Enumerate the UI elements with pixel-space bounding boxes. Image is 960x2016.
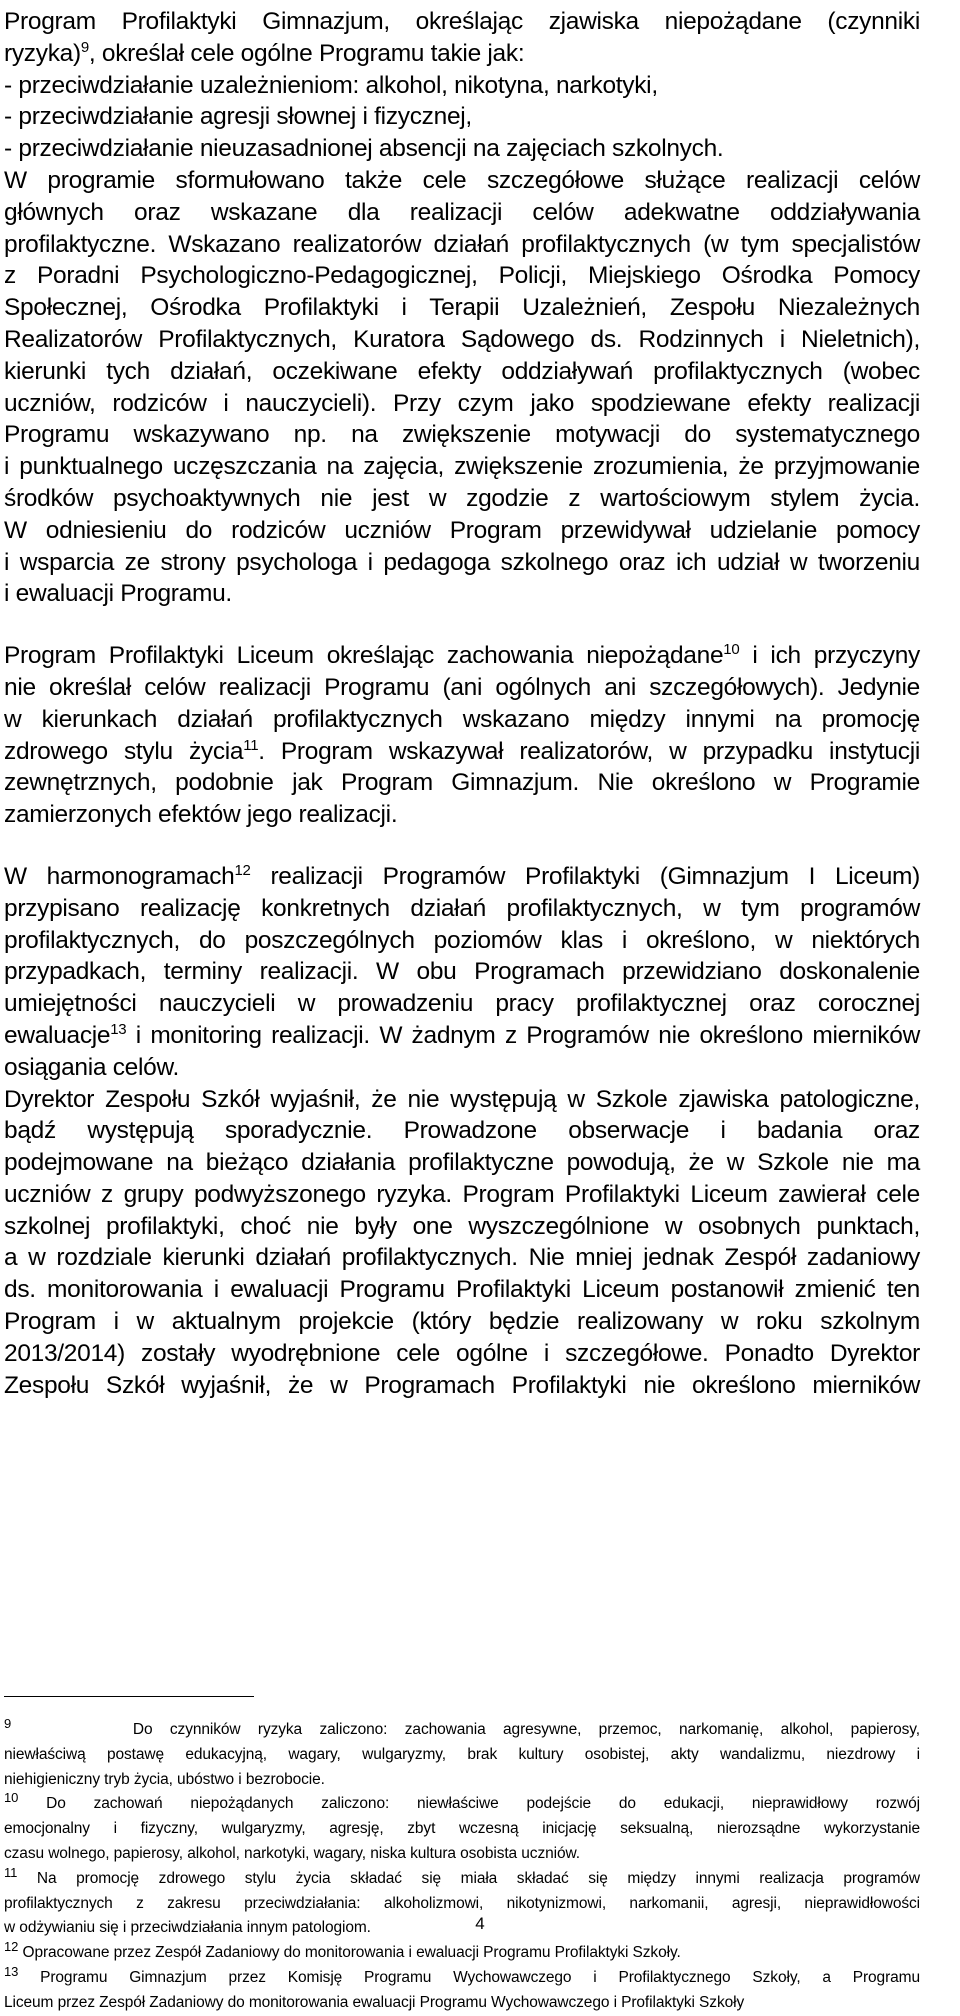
text-line: profilaktycznych, do poszczególnych poziomów klas i określono, w niektórych	[4, 926, 920, 954]
footnote-ref-11[interactable]: 11	[243, 736, 259, 754]
footnote-ref-13[interactable]: 13	[110, 1020, 127, 1038]
text-line: w kierunkach działań profilaktycznych wskazano między innymi na promocję	[4, 705, 920, 733]
text-line: szkolnej profilaktyki, choć nie były one wyszczególnione w osobnych punktach,	[4, 1212, 920, 1240]
footnote-ref-12[interactable]: 12	[234, 861, 251, 879]
footnote-ref-9[interactable]: 9	[80, 38, 89, 56]
text-line: z Poradni Psychologiczno-Pedagogicznej, Policji, Miejskiego Ośrodka Pomocy	[4, 262, 920, 290]
text-line: ds. monitorowania i ewaluacji Programu Profilaktyki Liceum postanowił zmienić ten	[4, 1276, 920, 1304]
footnote-number: 13	[4, 1963, 19, 1979]
list-item: - przeciwdziałanie nieuzasadnionej absencji na zajęciach szkolnych.	[4, 135, 724, 163]
text-line: kierunki tych działań, oczekiwane efekty oddziaływań profilaktycznych (wobec	[4, 357, 920, 385]
text-line: umiejętności nauczycieli w prowadzeniu pracy profilaktycznej oraz corocznej	[4, 990, 920, 1018]
text-line: i wsparcia ze strony psychologa i pedagoga szkolnego oraz ich udział w tworzeniu	[4, 548, 920, 576]
text-line: głównych oraz wskazane dla realizacji celów adekwatne oddziaływania	[4, 198, 920, 226]
text-line: a w rozdziale kierunki działań profilaktycznych. Nie mniej jednak Zespół zadaniowy	[4, 1244, 920, 1272]
text-line: nie określał celów realizacji Programu (ani ogólnych ani szczegółowych). Jedynie	[4, 673, 920, 701]
paragraph-spacer	[4, 831, 920, 861]
text-line: osiągania celów.	[4, 1053, 179, 1081]
paragraph-harmonogram	[4, 861, 920, 1402]
text-line: Program Profilaktyki Liceum określając zachowania niepożądane$^{10}$ i ich przyczyny	[4, 641, 920, 670]
text-line: W programie sformułowano także cele szczegółowe służące realizacji celów	[4, 166, 920, 194]
text-line: Programu wskazywano np. na zwiększenie motywacji do systematycznego	[4, 421, 920, 449]
text-line: zamierzonych efektów jego realizacji.	[4, 801, 398, 829]
footnote-12: $^{12}$ Opracowane przez Zespół Zadaniowy do monitorowania i ewaluacji Programu Profilaktyki Szkoły.	[4, 1939, 681, 1962]
footnote-number: 9	[4, 1716, 12, 1731]
text-line: przypisano realizację konkretnych działań profilaktycznych, w tym programów	[4, 894, 920, 922]
footnote-9: $^9$ Do czynników ryzyka zaliczono: zachowania agresywne, przemoc, narkomanię, alkohol, papierosy, niewłaściwą postawę edukacyjną, wagary, wulgaryzmy, brak kultury osobistej, akty wandalizmu, niezdrowy i niehigieniczny tryb życia, ubóstwo i bezrobocie.	[4, 1716, 920, 1788]
text-line: 2013/2014) zostały wyodrębnione cele ogólne i szczegółowe. Ponadto Dyrektor	[4, 1339, 920, 1367]
text-line: i ewaluacji Programu.	[4, 580, 232, 608]
text-line: ryzyka)$^9$, określał cele ogólne Programu takie jak:	[4, 38, 525, 67]
text-line: Społecznej, Ośrodka Profilaktyki i Terapii Uzależnień, Zespołu Niezależnych	[4, 294, 920, 322]
footnote-number: 10	[4, 1790, 19, 1806]
text-line: zdrowego stylu życia$^{11}$. Program wskazywał realizatorów, w przypadku instytucji	[4, 736, 920, 765]
text-line: Zespołu Szkół wyjaśnił, że w Programach Profilaktyki nie określono mierników	[4, 1371, 920, 1399]
paragraph-liceum-program	[4, 640, 920, 831]
text-line: W harmonogramach$^{12}$ realizacji Programów Profilaktyki (Gimnazjum I Liceum)	[4, 861, 921, 890]
text-line: Realizatorów Profilaktycznych, Kuratora Sądowego ds. Rodzinnych i Nieletnich),	[4, 325, 920, 353]
footnote-ref-10[interactable]: 10	[723, 641, 740, 659]
text-line: uczniów, rodziców i nauczycieli). Przy czym jako spodziewane efekty realizacji	[4, 389, 920, 417]
text-line: Dyrektor Zespołu Szkół wyjaśnił, że nie występują w Szkole zjawiska patologiczne,	[4, 1085, 920, 1113]
text-line: i punktualnego uczęszczania na zajęcia, zwiększenie zrozumienia, że przyjmowanie	[4, 453, 920, 481]
text-line: uczniów z grupy podwyższonego ryzyka. Program Profilaktyki Liceum zawierał cele	[4, 1180, 920, 1208]
text-line: Program Profilaktyki Gimnazjum, określając zjawiska niepożądane (czynniki	[4, 8, 920, 35]
paragraph-gimnazjum-program	[4, 6, 920, 610]
text-line: profilaktyczne. Wskazano realizatorów działań profilaktycznych (w tym specjalistów	[4, 230, 920, 258]
text-line: bądź występują sporadycznie. Prowadzone obserwacje i badania oraz	[4, 1117, 920, 1145]
footnote-number: 11	[4, 1864, 18, 1880]
footnote-10: $^{10}$ Do zachowań niepożądanych zaliczono: niewłaściwe podejście do edukacji, nieprawidłowy rozwój emocjonalny i fizyczny, wulgaryzmy, agresję, zbyt wczesną inicjację seksualną, nierozsądne wykorzystanie czasu wolnego, papierosy, alkohol, narkotyki, wagary, niska kultura osobista uczniów.	[4, 1790, 920, 1862]
footnote-11: $^{11}$ Na promocję zdrowego stylu życia składać się miała składać się między innymi realizacja programów profilaktycznych z zakresu przeciwdziałania: alkoholizmowi, nikotynizmowi, narkomanii, agresji, nieprawidłowości w odżywianiu się i przeciwdziałania innym patologiom.	[4, 1864, 920, 1937]
paragraph-spacer	[4, 610, 920, 640]
page-number: 4	[475, 1914, 485, 1933]
text-line: Program i w aktualnym projekcie (który będzie realizowany w roku szkolnym	[4, 1308, 920, 1336]
main-text	[4, 6, 920, 1401]
text-line: środków psychoaktywnych nie jest w zgodzie z wartościowym stylem życia.	[4, 484, 920, 512]
footnote-number: 12	[4, 1939, 19, 1955]
text-line: przypadkach, terminy realizacji. W obu Programach przewidziano doskonalenie	[4, 958, 920, 986]
text-line: ewaluacje$^{13}$ i monitoring realizacji. W żadnym z Programów nie określono mierników	[4, 1020, 920, 1049]
footnote-13: $^{13}$ Programu Gimnazjum przez Komisję Programu Wychowawczego i Profilaktycznego Szkoły, a Programu Liceum przez Zespół Zadaniowy do monitorowania ewaluacji Programu Wychowawczego i Profilaktyki Szkoły	[4, 1963, 920, 2011]
footnotes	[4, 1718, 920, 2016]
list-item: - przeciwdziałanie uzależnieniom: alkohol, nikotyna, narkotyki,	[4, 71, 658, 99]
footnote-separator	[4, 1696, 254, 1697]
text-line: W odniesieniu do rodziców uczniów Program przewidywał udzielanie pomocy	[4, 516, 920, 544]
text-line: podejmowane na bieżąco działania profilaktyczne powodują, że w Szkole nie ma	[4, 1149, 920, 1177]
text-line: zewnętrznych, podobnie jak Program Gimnazjum. Nie określono w Programie	[4, 769, 920, 797]
list-item: - przeciwdziałanie agresji słownej i fizycznej,	[4, 103, 472, 131]
